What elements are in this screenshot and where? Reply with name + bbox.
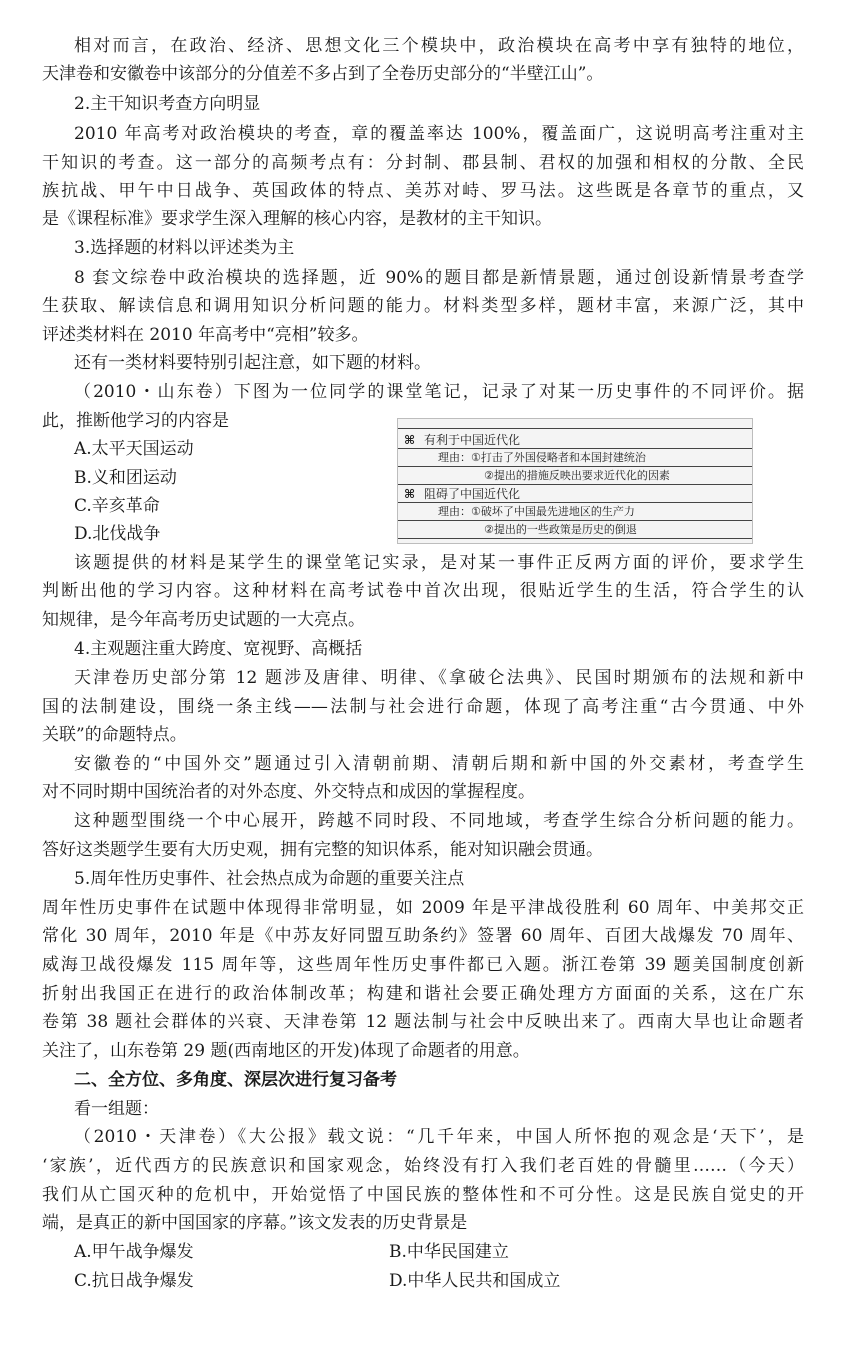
paragraph-line: 看一组题： <box>74 1099 159 1119</box>
paragraph-line: 还有一类材料要特别引起注意，如下题的材料。 <box>74 353 431 373</box>
question-stem: 我们从亡国灭种的危机中，开始觉悟了中国民族的整体性和不可分性。这是民族自觉史的开 <box>42 1185 804 1205</box>
paragraph-line: 相对而言，在政治、经济、思想文化三个模块中，政治模块在高考中享有独特的地位， <box>74 36 804 56</box>
section-heading: 4.主观题注重大跨度、宽视野、高概括 <box>74 639 363 659</box>
option-c: C.抗日战争爆发 <box>74 1271 194 1291</box>
paragraph-line: 常化 30 周年，2010 年是《中苏友好同盟互助条约》签署 60 周年、百团大战爆发 70 周年、 <box>42 926 804 946</box>
question-stem: ‘家族’，近代西方的民族意识和国家观念，始终没有打入我们老百姓的骨髓里……（今天） <box>42 1156 804 1176</box>
paragraph-line: 答好这类题学生要有大历史观，拥有完整的知识体系，能对知识融会贯通。 <box>42 840 603 860</box>
paragraph-line: 周年性历史事件在试题中体现得非常明显，如 2009 年是平津战役胜利 60 周年、中美邦交正 <box>42 898 804 918</box>
question-stem: （2010・山东卷）下图为一位同学的课堂笔记，记录了对某一历史事件的不同评价。据 <box>74 382 804 402</box>
paragraph-line: 安徽卷的“中国外交”题通过引入清朝前期、清朝后期和新中国的外交素材，考查学生 <box>74 754 804 774</box>
question-stem: 此，推断他学习的内容是 <box>42 411 229 431</box>
paragraph-line: 天津卷历史部分第 12 题涉及唐律、明律、《拿破仑法典》、民国时期颁布的法规和新中 <box>74 668 804 688</box>
option-b: B.中华民国建立 <box>389 1242 509 1262</box>
note-rule <box>398 520 752 521</box>
paragraph-line: 2010 年高考对政治模块的考查，章的覆盖率达 100%，覆盖面广，这说明高考注重对主 <box>74 124 804 144</box>
paragraph-line: 关联”的命题特点。 <box>42 725 187 745</box>
paragraph-line: 该题提供的材料是某学生的课堂笔记实录，是对某一事件正反两方面的评价，要求学生 <box>74 553 804 573</box>
section-heading: 2.主干知识考查方向明显 <box>74 94 261 114</box>
chapter-heading: 二、全方位、多角度、深层次进行复习备考 <box>74 1070 397 1090</box>
paragraph-line: 知规律，是今年高考历史试题的一大亮点。 <box>42 610 365 630</box>
option-c: C.辛亥革命 <box>74 496 160 516</box>
option-d: D.北伐战争 <box>74 524 161 544</box>
paragraph-line: 折射出我国正在进行的政治体制改革；构建和谐社会要正确处理方方面面的关系，这在广东 <box>42 984 804 1004</box>
paragraph-line: 这种题型围绕一个中心展开，跨越不同时段、不同地域，考查学生综合分析问题的能力。 <box>74 811 804 831</box>
note-line: ②提出的一些政策是历史的倒退 <box>484 523 637 536</box>
option-a: A.甲午战争爆发 <box>74 1242 194 1262</box>
paragraph-line: 对不同时期中国统治者的对外态度、外交特点和成因的掌握程度。 <box>42 782 535 802</box>
paragraph-line: 干知识的考查。这一部分的高频考点有：分封制、郡县制、君权的加强和相权的分散、全民 <box>42 153 804 173</box>
paragraph-line: 天津卷和安徽卷中该部分的分值差不多占到了全卷历史部分的“半壁江山”。 <box>42 64 604 84</box>
class-notes-image <box>397 418 753 544</box>
note-rule <box>398 502 752 503</box>
note-line: ②提出的措施反映出要求近代化的因素 <box>484 469 670 482</box>
note-line: 理由：①破坏了中国最先进地区的生产力 <box>438 505 635 518</box>
note-mark: ⌘ <box>404 487 416 501</box>
note-mark: ⌘ <box>404 433 416 447</box>
paragraph-line: 8 套文综卷中政治模块的选择题，近 90%的题目都是新情景题，通过创设新情景考查学 <box>74 268 804 288</box>
option-d: D.中华人民共和国成立 <box>389 1271 561 1291</box>
paragraph-line: 是《课程标准》要求学生深入理解的核心内容，是教材的主干知识。 <box>42 209 552 229</box>
paragraph-line: 族抗战、甲午中日战争、英国政体的特点、美苏对峙、罗马法。这些既是各章节的重点，又 <box>42 181 804 201</box>
paragraph-line: 卷第 38 题社会群体的兴衰、天津卷第 12 题法制与社会中反映出来了。西南大旱也让命题者 <box>42 1012 804 1032</box>
note-rule <box>398 466 752 467</box>
paragraph-line: 关注了，山东卷第 29 题(西南地区的开发)体现了命题者的用意。 <box>42 1041 530 1061</box>
note-rule <box>398 538 752 539</box>
paragraph-line: 评述类材料在 2010 年高考中“亮相”较多。 <box>42 325 369 345</box>
paragraph-line: 威海卫战役爆发 115 周年等，这些周年性历史事件都已入题。浙江卷第 39 题美国制度创新 <box>42 955 804 975</box>
note-line: 理由：①打击了外国侵略者和本国封建统治 <box>438 451 646 464</box>
paragraph-line: 判断出他的学习内容。这种材料在高考试卷中首次出现，很贴近学生的生活，符合学生的认 <box>42 581 804 601</box>
section-heading: 5.周年性历史事件、社会热点成为命题的重要关注点 <box>74 869 465 889</box>
question-stem: （2010・天津卷）《大公报》载文说：“几千年来，中国人所怀抱的观念是‘天下’，是 <box>74 1127 804 1147</box>
note-rule <box>398 428 752 429</box>
option-b: B.义和团运动 <box>74 468 177 488</box>
note-rule <box>398 484 752 485</box>
question-stem: 端，是真正的新中国国家的序幕。”该文发表的历史背景是 <box>42 1213 468 1233</box>
option-a: A.太平天国运动 <box>74 439 194 459</box>
note-line: 阻碍了中国近代化 <box>424 487 521 501</box>
note-rule <box>398 448 752 449</box>
section-heading: 3.选择题的材料以评述类为主 <box>74 238 295 258</box>
paragraph-line: 国的法制建设，围绕一条主线——法制与社会进行命题，体现了高考注重“古今贯通、中外 <box>42 697 804 717</box>
note-line: 有利于中国近代化 <box>424 433 521 447</box>
paragraph-line: 生获取、解读信息和调用知识分析问题的能力。材料类型多样，题材丰富，来源广泛，其中 <box>42 296 804 316</box>
